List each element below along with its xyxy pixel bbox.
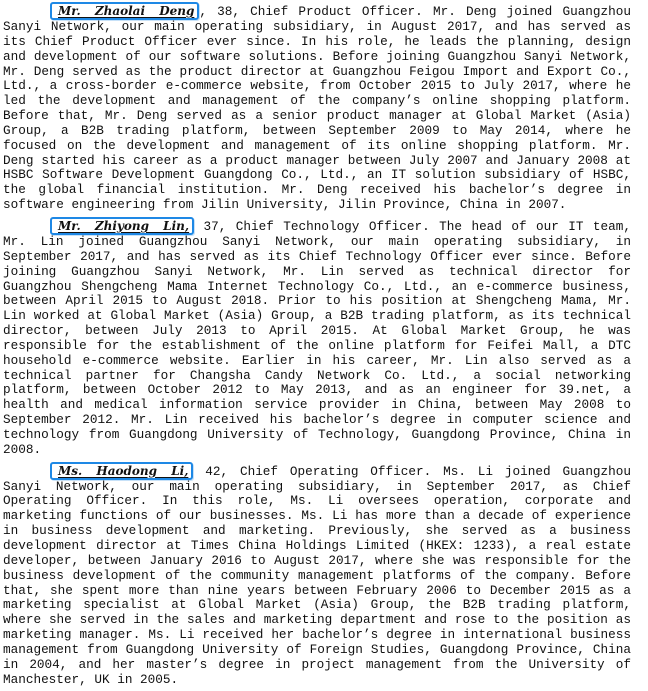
highlighted-name-deng: Mr. Zhaolai Deng xyxy=(50,2,199,20)
bio-text-deng: , 38, Chief Product Officer. Mr. Deng joined Guangzhou Sanyi Network, our main operating subsidiary, in August 2017, and has served as its Chief Product Officer ever since. In his role, he leads the planning, design and development of our software solutions. Before joining Guangzhou Sanyi Network, Mr. Deng served as the product director at Guangzhou Feigou Import and Export Co., Ltd., a cross-border e-commerce website, from October 2015 to July 2017, where he led the development and management of the company’s online shopping platform. Before that, Mr. Deng served as a senior product manager at Global Market (Asia) Group, a B2B trading platform, between September 2009 to May 2014, where he focused on the development and management of its online shopping platform. Mr. Deng started his career as a product manager between July 2007 and January 2008 at HSBC Software Development Guangdong Co., Ltd., an IT solution subsidiary of HSBC, the global financial institution. Mr. Deng received his bachelor’s degree in software engineering from Jilin University, Jilin Province, China in 2007. xyxy=(3,4,631,213)
document-page xyxy=(3,2,631,691)
highlighted-name-lin: Mr. Zhiyong Lin, xyxy=(50,217,194,235)
bio-paragraph-lin xyxy=(3,217,631,458)
bio-paragraph-li xyxy=(3,462,631,688)
bio-text-li: 42, Chief Operating Officer. Ms. Li joined Guangzhou Sanyi Network, our main operating subsidiary, in September 2017, as Chief Operating Officer. In this role, Ms. Li oversees operation, corporate and marketing functions of our businesses. Ms. Li has more than a decade of experience in business development and marketing. Previously, she served as a business development director at Times China Holdings Limited (HKEX: 1233), a real estate developer, between January 2016 to August 2017, where she was responsible for the business development of the community management platforms of the company. Before that, she spent more than nine years between February 2006 to December 2015 as a marketing specialist at Global Market (Asia) Group, the B2B trading platform, where she served in the sales and marketing department and rose to the position as marketing manager. Ms. Li received her bachelor’s degree in international business management from Guangdong University of Foreign Studies, Guangdong Province, China in 2004, and her master’s degree in project management from the University of Manchester, UK in 2005. xyxy=(3,463,631,687)
bio-text-lin: 37, Chief Technology Officer. The head of our IT team, Mr. Lin joined Guangzhou Sanyi Network, our main operating subsidiary, in September 2017, and has served as its Chief Technology Officer ever since. Before joining Guangzhou Sanyi Network, Mr. Lin served as technical director for Guangzhou Shengcheng Mama Internet Technology Co., Ltd., an e-commerce business, between April 2015 to August 2018. Prior to his position at Shengcheng Mama, Mr. Lin worked at Global Market (Asia) Group, a B2B trading platform, as its technical director, between July 2013 to April 2015. At Global Market Group, he was responsible for the establishment of the online platform for Feifei Mall, a DTC household e-commerce website. Earlier in his career, Mr. Lin also served as a technical partner for Changsha Candy Network Co. Ltd., a social networking platform, between October 2012 to May 2013, and as an engineer for 39.net, a health and medical information service provider in China, between May 2008 to September 2012. Mr. Lin received his bachelor’s degree in computer science and technology from Guangdong University of Technology, Guangdong Province, China in 2008. xyxy=(3,218,631,457)
highlighted-name-li: Ms. Haodong Li, xyxy=(50,462,193,480)
bio-paragraph-deng xyxy=(3,2,631,213)
